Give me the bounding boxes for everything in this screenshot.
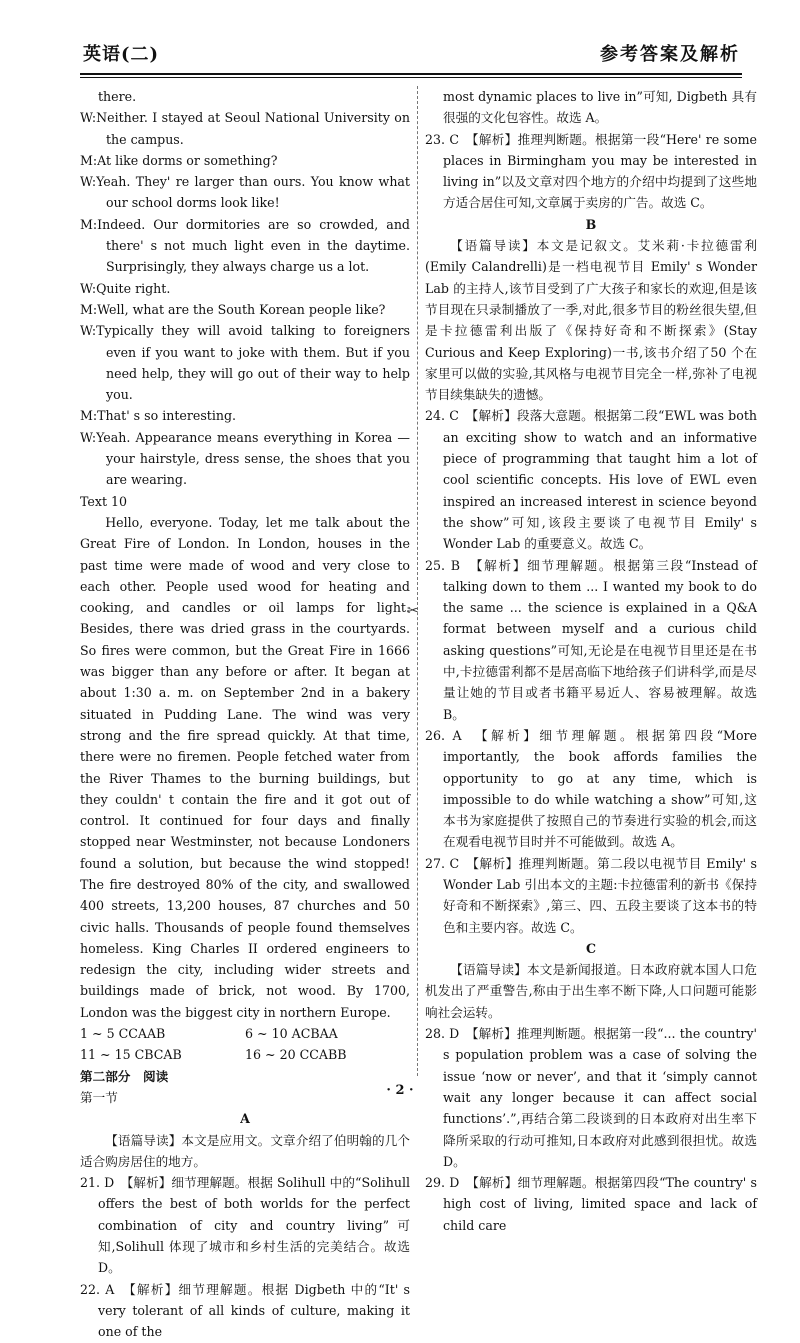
dialogue-line: W:Yeah. They' re larger than ours. You know what our school dorms look like! (80, 174, 410, 211)
column-divider (417, 86, 418, 1076)
dialogue-line: W:Yeah. Appearance means everything in Korea — your hairstyle, dress sense, the shoes that you are wearing. (80, 429, 410, 488)
left-column (80, 86, 410, 1343)
dialogue-line: W:Typically they will avoid talking to foreigners even if you want to joke with them. But if you need help, they will go out of their way to help you. (80, 323, 410, 403)
answer-q26: 26. A 【解析】细节理解题。根据第四段“More importantly, the book affords families the opportunity to go at any time, which is impossible to do while watching a show”可知,这本书为家庭提供了按照自己的节奏进行实验的机会,而这在观看电视节目时并不可能做到。故选 A。 (425, 727, 757, 850)
passage-a-heading: A (240, 1111, 250, 1127)
page-number: · 2 · (386, 1083, 414, 1098)
header-rule (80, 73, 742, 75)
dialogue-line: M:That' s so interesting. (80, 408, 237, 424)
answer-q22: 22. A 【解析】细节理解题。根据 Digbeth 中的“It' s very tolerant of all kinds of culture, making it one of the (80, 1281, 410, 1340)
text10-label: Text 10 (80, 493, 128, 509)
answer-range: 1 ~ 5 CCAAB (80, 1026, 166, 1042)
answer-q25: 25. B 【解析】细节理解题。根据第三段“Instead of talking down to them ... I wanted my book to do the same ... the science is explained in a Q&A format between myself and a curious child asking questions”可知,无论是在电视节目里还是在书中,卡拉德雷利都不是居高临下地给孩子们讲科学,而是尽量让她的节目或者书籍平易近人、容易被理解。故选 B。 (425, 557, 757, 722)
part-title: 第二部分 阅读 (80, 1068, 169, 1084)
passage-c-guide: 【语篇导读】本文是新闻报道。日本政府就本国人口危机发出了严重警告,称由于出生率不断下降,人口问题可能影响社会运转。 (425, 962, 757, 1020)
header-rule-thin (80, 77, 742, 78)
header-subject-title: 英语(二) (83, 44, 160, 65)
dialogue-line: M:Indeed. Our dormitories are so crowded, and there' s not much light even in the daytime. Surprisingly, they always charge us a lot. (80, 216, 410, 275)
answer-q28: 28. D 【解析】推理判断题。根据第一段“... the country' s population problem was a case of solving the issue ‘now or never’, and that it ‘simply cannot wait any longer because it can affect social functions’.”,再结合第二段谈到的日本政府对出生率下降所采取的行动可推知,日本政府对此感到很担忧。故选 D。 (425, 1026, 757, 1169)
answer-range: 11 ~ 15 CBCAB (80, 1047, 182, 1063)
answer-row (80, 1044, 410, 1065)
page-header (0, 0, 800, 80)
dialogue-line: M:At like dorms or something? (80, 152, 278, 168)
dialogue-line: there. (98, 89, 137, 104)
answer-q23: 23. C 【解析】推理判断题。根据第一段“Here' re some places in Birmingham you may be interested in living in”以及文章对四个地方的介绍中均提到了这些地方适合居住可知,文章属于卖房的广告。故选 C。 (425, 131, 757, 211)
answer-q29: 29. D 【解析】细节理解题。根据第四段“The country' s high cost of living, limited space and lack of child care (425, 1175, 757, 1233)
answer-q22-continued: most dynamic places to live in”可知, Digbeth 具有很强的文化包容性。故选 A。 (443, 89, 757, 126)
answer-range: 6 ~ 10 ACBAA (245, 1026, 338, 1042)
header-answer-title: 参考答案及解析 (600, 44, 740, 65)
answer-row (80, 1023, 410, 1044)
answer-range: 16 ~ 20 CCABB (245, 1047, 347, 1063)
right-column (425, 86, 757, 1236)
passage-b-heading: B (585, 216, 597, 232)
passage-a-guide: 【语篇导读】本文是应用文。文章介绍了伯明翰的几个适合购房居住的地方。 (80, 1132, 410, 1169)
passage-b-guide: 【语篇导读】本文是记叙文。艾米莉·卡拉德雷利(Emily Calandrelli)是一档电视节目 Emily' s Wonder Lab 的主持人,该节目受到了广大孩子和家长的欢迎,但是该节目现在只录制播放了一季,对此,很多节目的粉丝很失望,但是卡拉德雷利出版了《保持好奇和不断探索》(Stay Curious and Keep Exploring)一书,该书介绍了50 个在家里可以做的实验,其风格与电视节目完全一样,弥补了电视节目续集缺失的遗憾。 (425, 238, 757, 403)
dialogue-line: W:Neither. I stayed at Seoul National University on the campus. (80, 110, 410, 147)
dialogue-line: M:Well, what are the South Korean people like? (80, 301, 386, 317)
answer-q21: 21. D 【解析】细节理解题。根据 Solihull 中的“Solihull offers the best of both worlds for the perfect combination of city and country living”可知,Solihull 体现了城市和乡村生活的完美结合。故选 D。 (80, 1175, 410, 1276)
section-title: 第一节 (80, 1089, 118, 1105)
scissors-icon: ✂ (407, 603, 419, 619)
text10-body: Hello, everyone. Today, let me talk about the Great Fire of London. In London, houses in the past time were made of wood and very close to each other. People used wood for heating and cooking, and candles or oil lamps for light. Besides, there was dried grass in the courtyards. So fires were common, but the Great Fire in 1666 was bigger than any before or after. It began at about 1:30 a. m. on September 2nd in a bakery situated in Pudding Lane. The wind was very strong and the fire spread quickly. At that time, there were no firemen. People fetched water from the River Thames to the burning buildings, but they couldn' t contain the fire and it got out of control. It continued for four days and finally stopped near Westminster, not because Londoners found a solution, but because the wind stopped! The fire destroyed 80% of the city, and swallowed 400 streets, 13,200 houses, 87 churches and 50 civic halls. Thousands of people found themselves homeless. King Charles II ordered engineers to redesign the city, including wider streets and buildings made of brick, not wood. By 1700, London was the biggest city in northern Europe. (80, 514, 410, 1020)
answer-q24: 24. C 【解析】段落大意题。根据第二段“EWL was both an exciting show to watch and an informative piece of programming that taught him a lot of cool scientific concepts. His love of EWL even inspired an increased interest in science beyond the show”可知,该段主要谈了电视节目 Emily' s Wonder Lab 的重要意义。故选 C。 (425, 408, 757, 552)
dialogue-line: W:Quite right. (80, 280, 171, 296)
passage-c-heading: C (585, 940, 597, 956)
answer-q27: 27. C 【解析】推理判断题。第二段以电视节目 Emily' s Wonder Lab 引出本文的主题:卡拉德雷利的新书《保持好奇和不断探索》,第三、四、五段主要谈了这本书的特色和主要内容。故选 C。 (425, 855, 757, 935)
